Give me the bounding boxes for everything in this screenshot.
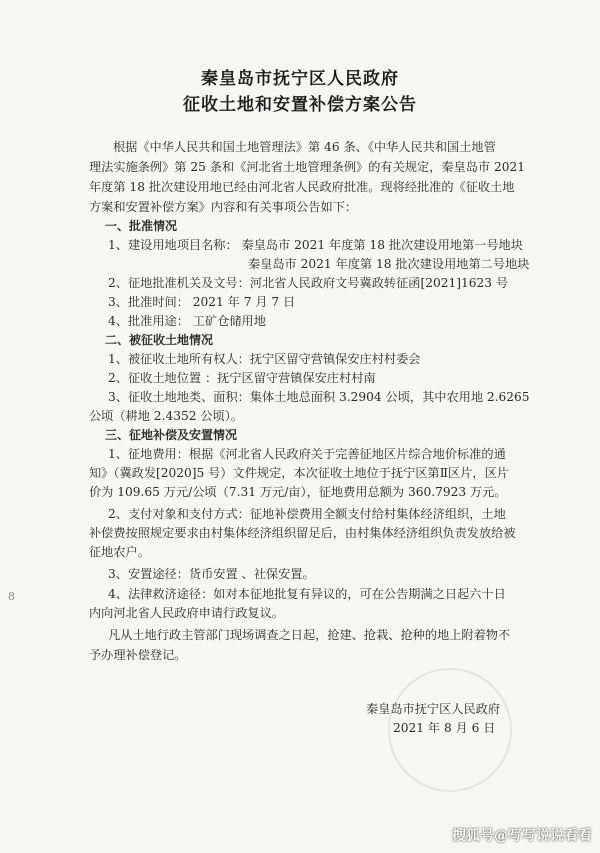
document-title-line-1: 秦皇岛市抚宁区人民政府 (201, 69, 399, 89)
s3-item1-line1: 1、征地费用：根据《河北省人民政府关于完善征地区片综合地价标准的通 (108, 447, 506, 461)
intro-line-1: 根据《中华人民共和国土地管理法》第 46 条、《中华人民共和国土地管 (113, 140, 496, 154)
s3-item4-line2: 内向河北省人民政府申请行政复议。 (89, 606, 284, 620)
s2-item3-line1: 3、征收土地地类、面积：集体土地总面积 3.2904 公顷，其中农用地 2.6265 (108, 390, 530, 404)
section-1-heading: 一、批准情况 (105, 219, 178, 233)
s1-item1-line2: 秦皇岛市 2021 年度第 18 批次建设用地第二号地块 (248, 257, 530, 271)
s2-item2: 2、征收土地位置 ：抚宁区留守营镇保安庄村村南 (108, 371, 376, 385)
signer-date: 2021 年 8 月 6 日 (393, 721, 496, 735)
section-3-heading: 三、征地补偿及安置情况 (105, 428, 238, 442)
s3-item2-line3: 征地农户。 (89, 545, 150, 559)
s3-item2-line2: 补偿费按照规定要求由村集体经济组织留足后，由村集体经济组织负责发放给被 (89, 526, 516, 540)
s3-item2-line1: 2、支付对象和支付方式：征地补偿费用全额支付给村集体经济组织，土地 (108, 507, 506, 521)
s2-item3-line2: 公顷（耕地 2.4352 公顷）。 (89, 409, 243, 423)
s3-item3: 3、安置途径：货币安置 、社保安置。 (108, 567, 315, 581)
signer-organization: 秦皇岛市抚宁区人民政府 (366, 702, 501, 716)
document-title-line-2: 征收土地和安置补偿方案公告 (183, 95, 417, 115)
closing-line-1: 凡从土地行政主管部门现场调查之日起，抢建、抢栽、抢种的地上附着物不 (108, 628, 511, 642)
closing-line-2: 予办理补偿登记。 (89, 648, 187, 662)
s1-item3: 3、批准时间： 2021 年 7 月 7 日 (108, 295, 296, 309)
intro-line-4: 方案和安置补偿方案》内容和有关事项公告如下： (89, 200, 358, 214)
s1-item4: 4、批准用途： 工矿仓储用地 (108, 314, 266, 328)
margin-mark: 8 (8, 590, 15, 603)
s2-item1: 1、被征收土地所有权人：抚宁区留守营镇保安庄村村委会 (108, 352, 421, 366)
s3-item1-line3: 价为 109.65 万元/公顷（7.31 万元/亩），征地费用总额为 360.7923 万元。 (89, 485, 507, 499)
s3-item1-line2: 知》（冀政发[2020]5 号）文件规定，本次征收土地位于抚宁区第Ⅱ区片，区片 (89, 466, 509, 480)
section-2-heading: 二、被征收土地情况 (105, 333, 214, 347)
intro-line-3: 年度第 18 批次建设用地已经由河北省人民政府批准。现将经批准的《征收土地 (89, 180, 515, 194)
s3-item4-line1: 4、法律救济途径：如对本征地批复有异议的，可在公告期满之日起六十日 (108, 587, 506, 601)
intro-line-2: 理法实施条例》第 25 条和《河北省土地管理条例》的有关规定，秦皇岛市 2021 (89, 160, 525, 174)
source-watermark: 搜狐号@写写说说看看 (452, 828, 592, 844)
s1-item1-line1: 1、建设用地项目名称： 秦皇岛市 2021 年度第 18 批次建设用地第一号地块 (108, 238, 523, 252)
s1-item2: 2、征地批准机关及文号：河北省人民政府文号冀政转征函[2021]1623 号 (108, 276, 509, 290)
